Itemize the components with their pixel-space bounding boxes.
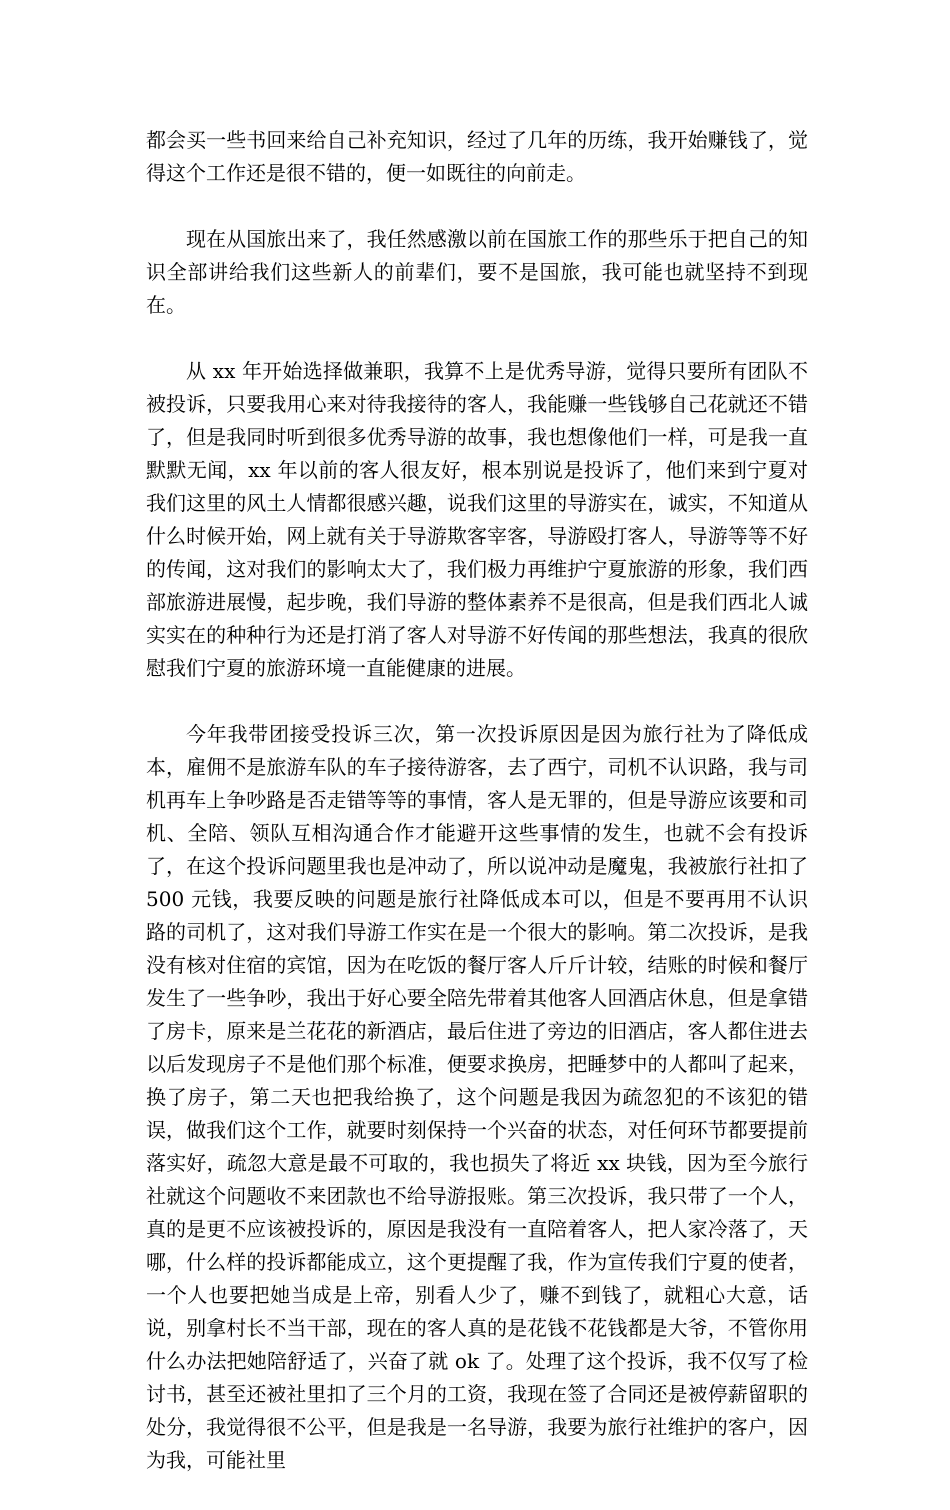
document-body <box>146 124 808 1510</box>
paragraph-guolv: 现在从国旅出来了，我任然感激以前在国旅工作的那些乐于把自己的知识全部讲给我们这些新人的前辈们，要不是国旅，我可能也就坚持不到现在。 <box>146 227 808 317</box>
paragraph-complaints: 今年我带团接受投诉三次，第一次投诉原因是因为旅行社为了降低成本，雇佣不是旅游车队的车子接待游客，去了西宁，司机不认识路，我与司机再车上争吵路是否走错等等的事情，客人是无罪的，但是导游应该要和司机、全陪、领队互相沟通合作才能避开这些事情的发生，也就不会有投诉了，在这个投诉问题里我也是冲动了，所以说冲动是魔鬼，我被旅行社扣了 500 元钱，我要反映的问题是旅行社降低成本可以，但是不要再用不认识路的司机了，这对我们导游工作实在是一个很大的影响。第二次投诉，是我没有核对住宿的宾馆，因为在吃饭的餐厅客人斤斤计较，结账的时候和餐厅发生了一些争吵，我出于好心要全陪先带着其他客人回酒店休息，但是拿错了房卡，原来是兰花花的新酒店，最后住进了旁边的旧酒店，客人都住进去以后发现房子不是他们那个标准，便要求换房，把睡梦中的人都叫了起来，换了房子，第二天也把我给换了，这个问题是我因为疏忽犯的不该犯的错误，做我们这个工作，就要时刻保持一个兴奋的状态，对任何环节都要提前落实好，疏忽大意是最不可取的，我也损失了将近 xx 块钱，因为至今旅行社就这个问题收不来团款也不给导游报账。第三次投诉，我只带了一个人，真的是更不应该被投诉的，原因是我没有一直陪着客人，把人家冷落了，天哪，什么样的投诉都能成立，这个更提醒了我，作为宣传我们宁夏的使者，一个人也要把她当成是上帝，别看人少了，赚不到钱了，就粗心大意，话说，别拿村长不当干部，现在的客人真的是花钱不花钱都是大爷，不管你用什么办法把她陪舒适了，兴奋了就 ok 了。处理了这个投诉，我不仅写了检讨书，甚至还被社里扣了三个月的工资，我现在签了合同还是被停薪留职的处分，我觉得很不公平，但是我是一名导游，我要为旅行社维护的客户，因为我，可能社里 <box>146 722 808 1472</box>
paragraph-part-time: 从 xx 年开始选择做兼职，我算不上是优秀导游，觉得只要所有团队不被投诉，只要我用心来对待我接待的客人，我能赚一些钱够自己花就还不错了，但是我同时听到很多优秀导游的故事，我也想像他们一样，可是我一直默默无闻，xx 年以前的客人很友好，根本别说是投诉了，他们来到宁夏对我们这里的风土人情都很感兴趣，说我们这里的导游实在，诚实，不知道从什么时候开始，网上就有关于导游欺客宰客，导游殴打客人，导游等等不好的传闻，这对我们的影响太大了，我们极力再维护宁夏旅游的形象，我们西部旅游进展慢，起步晚，我们导游的整体素养不是很高，但是我们西北人诚实实在的种种行为还是打消了客人对导游不好传闻的那些想法，我真的很欣慰我们宁夏的旅游环境一直能健康的进展。 <box>146 359 808 680</box>
paragraph-continuation: 都会买一些书回来给自己补充知识，经过了几年的历练，我开始赚钱了，觉得这个工作还是很不错的，便一如既往的向前走。 <box>146 128 808 185</box>
